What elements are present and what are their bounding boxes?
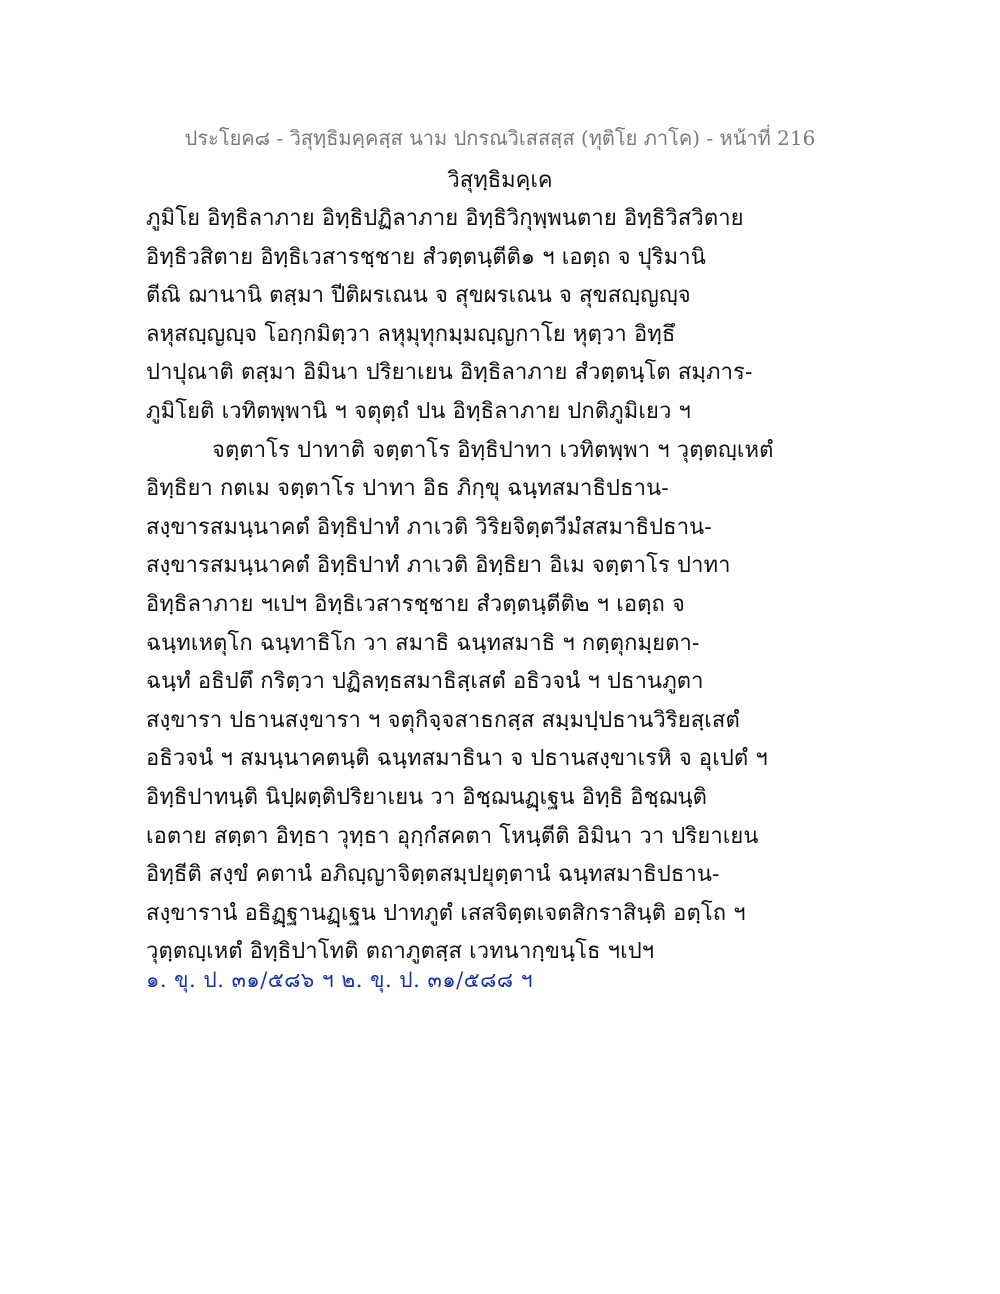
running-header: ประโยค๘ - วิสุทฺธิมคฺคสฺส นาม ปกรณวิเสสสฺส (ทุติโย ภาโค) - หน้าที่ 216: [184, 126, 816, 150]
paragraph-first-line: จตฺตาโร ปาทาติ จตฺตาโร อิทฺธิปาทา เวทิตพฺพา ฯ วุตฺตญฺเหตํ: [212, 437, 774, 463]
text-line: สงฺขารสมนฺนาคตํ อิทฺธิปาทํ ภาเวติ อิทฺธิยา อิเม จตฺตาโร ปาทา: [146, 553, 731, 579]
body-text: [146, 200, 774, 972]
text-line: สงฺขารา ปธานสงฺขารา ฯ จตุกิจฺจสาธกสฺส สมฺมปฺปธานวิริยสฺเสตํ: [146, 707, 740, 733]
text-line: ภูมิโย อิทฺธิลาภาย อิทฺธิปฏิลาภาย อิทฺธิวิกุพฺพนตาย อิทฺธิวิสวิตาย: [146, 206, 744, 231]
text-line: ปาปุณาติ ตสฺมา อิมินา ปริยาเยน อิทฺธิลาภาย สํวตฺตนฺโต สมฺภาร-: [146, 360, 753, 386]
text-line: ฉนฺทํ อธิปตึ กริตฺวา ปฏิลทฺธสมาธิสฺเสตํ อธิวจนํ ฯ ปธานภูตา: [146, 669, 704, 695]
text-line: อิทฺธิปาทนฺติ นิปฺผตฺติปริยาเยน วา อิชฺฌนฏฺเฐน อิทฺธิ อิชฺฌนฺติ: [146, 784, 708, 810]
text-line: อธิวจนํ ฯ สมนฺนาคตนฺติ ฉนฺทสมาธินา จ ปธานสงฺขาเรหิ จ อุเปตํ ฯ: [146, 746, 768, 772]
text-line: ตีณิ ฌานานิ ตสฺมา ปีติผรเณน จ สุขผรเณน จ สุขสญฺญญฺจ: [146, 283, 691, 309]
text-line: อิทฺธิลาภาย ฯเปฯ อิทฺธิเวสารชฺชาย สํวตฺตนฺตีติ๒ ฯ เอตฺถ จ: [146, 591, 686, 617]
footnote: ๑. ขุ. ป. ๓๑/๕๘๖ ฯ ๒. ขุ. ป. ๓๑/๕๘๘ ฯ: [146, 968, 533, 992]
text-line: สงฺขารสมนฺนาคตํ อิทฺธิปาทํ ภาเวติ วิริยจิตฺตวีมํสสมาธิปธาน-: [146, 514, 712, 540]
text-line: เอตาย สตฺตา อิทฺธา วุทฺธา อุกฺกํสคตา โหนฺตีติ อิมินา วา ปริยาเยน: [146, 823, 759, 849]
text-line: อิทฺธิวสิตาย อิทฺธิเวสารชฺชาย สํวตฺตนฺตีติ๑ ฯ เอตฺถ จ ปุริมานิ: [146, 244, 706, 270]
text-line: ภูมิโยติ เวทิตพฺพานิ ฯ จตุตฺถํ ปน อิทฺธิลาภาย ปกติภูมิเยว ฯ: [146, 398, 691, 424]
text-line: วุตฺตญฺเหตํ อิทฺธิปาโทติ ตถาภูตสฺส เวทนากฺขนฺโธ ฯเปฯ: [146, 939, 655, 965]
text-line: อิทฺธิยา กตเม จตฺตาโร ปาทา อิธ ภิกฺขุ ฉนฺทสมาธิปธาน-: [146, 476, 669, 502]
text-line: สงฺขารานํ อธิฏฺฐานฏฺเฐน ปาทภูตํ เสสจิตฺตเจตสิกราสินฺติ อตฺโถ ฯ: [146, 900, 746, 926]
text-line: อิทฺธีติ สงฺขํ คตานํ อภิญฺญาจิตฺตสมฺปยุตฺตานํ ฉนฺทสมาธิปธาน-: [146, 862, 720, 888]
section-title: วิสุทฺธิมคฺเค: [447, 168, 553, 193]
text-line: ลหุสญฺญญฺจ โอกฺกมิตฺวา ลหุมุทุกมฺมญฺญกาโย หุตฺวา อิทฺธึ: [146, 321, 676, 347]
text-line: ฉนฺทเหตุโก ฉนฺทาธิโก วา สมาธิ ฉนฺทสมาธิ ฯ กตฺตุกมฺยตา-: [146, 630, 700, 656]
